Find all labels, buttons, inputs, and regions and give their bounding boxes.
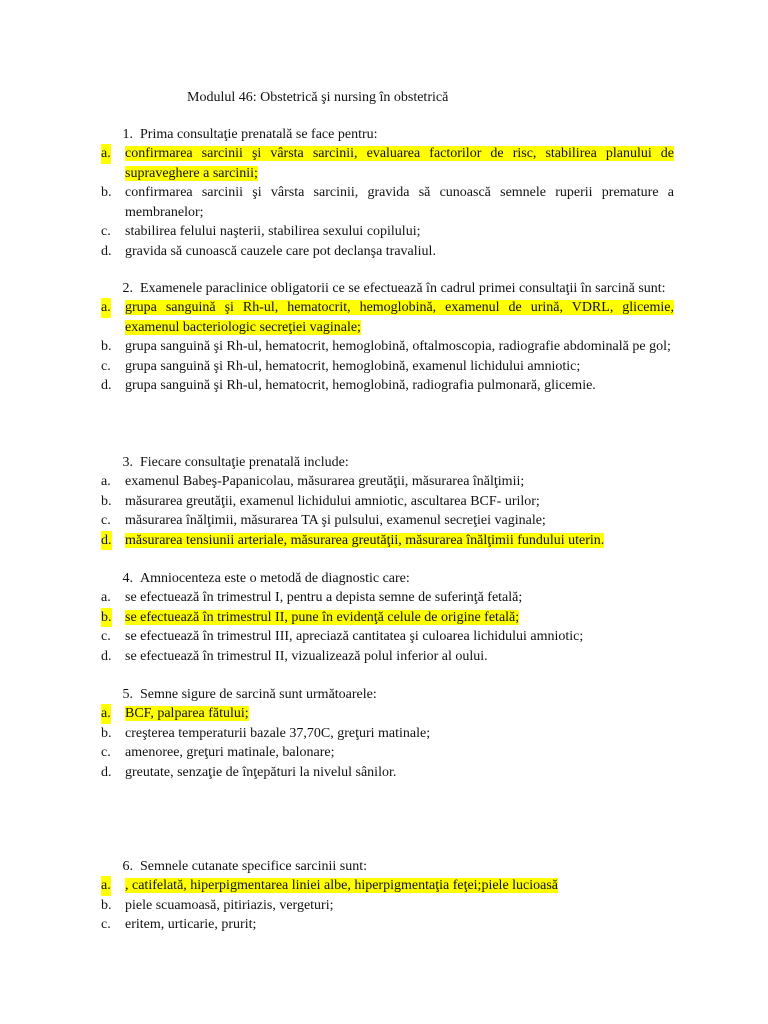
option-c [101,511,674,531]
option-letter: b. [101,185,112,200]
question-5 [0,685,768,782]
option-list [0,588,768,666]
option-letter: c. [101,917,111,932]
option-a [101,472,674,492]
option-text: greutate, senzaţie de înţepături la nivelul sânilor. [125,764,397,780]
option-text: se efectuează în trimestrul III, apreciază cantitatea şi culoarea lichidului amniotic; [125,629,584,644]
option-letter: c. [101,358,111,374]
option-letter: d. [101,243,112,259]
question-number: 5. [122,687,133,702]
option-letter: b. [101,608,112,628]
option-list [0,144,768,261]
option-b [101,492,674,512]
question-stem [122,569,674,588]
option-d [101,376,674,396]
question-text: Prima consultaţie prenatală se face pentru: [140,127,378,142]
option-text: confirmarea sarcinii şi vârsta sarcinii, gravida să cunoască semnele ruperii premature a membranelor; [125,185,674,220]
option-text: se efectuează în trimestrul I, pentru a depista semne de suferinţă fetală; [125,590,523,605]
option-text: gravida să cunoască cauzele care pot declanşa travaliul. [125,243,436,259]
option-letter: c. [101,224,111,239]
option-c [101,222,674,242]
option-letter: b. [101,725,112,741]
question-text: Semne sigure de sarcină sunt următoarele: [140,687,377,702]
option-c [101,915,674,935]
option-text: stabilirea felului naşterii, stabilirea sexului copilului; [125,224,421,239]
question-stem [122,125,674,144]
option-c [101,743,674,763]
option-letter: d. [101,648,112,664]
option-a [101,704,674,724]
option-letter: a. [101,298,111,318]
option-text: se efectuează în trimestrul II, pune în evidenţă celule de origine fetală; [125,609,520,625]
option-b [101,896,674,916]
option-d [101,242,674,262]
option-c [101,357,674,377]
option-a [101,588,674,608]
option-text: măsurarea tensiunii arteriale, măsurarea greutăţii, măsurarea înălţimii fundului uterin. [125,532,605,548]
option-list [0,472,768,550]
option-letter: b. [101,493,112,509]
question-number: 4. [122,571,133,586]
question-stem [122,857,674,876]
question-number: 3. [122,455,133,470]
question-text: Semnele cutanate specifice sarcinii sunt: [140,859,368,874]
question-number: 6. [122,859,133,874]
option-letter: a. [101,590,111,605]
option-text: creşterea temperaturii bazale 37,70C, greţuri matinale; [125,725,431,741]
question-stem [122,279,674,298]
option-letter: a. [101,474,111,489]
option-d [101,763,674,783]
option-letter: d. [101,531,112,551]
question-text: Fiecare consultaţie prenatală include: [140,455,349,470]
option-text: piele scuamoasă, pitiriazis, vergeturi; [125,897,334,913]
option-text: amenoree, greţuri matinale, balonare; [125,745,335,760]
document-title: Modulul 46: Obstetrică şi nursing în obstetrică [187,90,449,105]
option-letter: b. [101,339,112,354]
question-2 [0,279,768,396]
option-text: examenul Babeş-Papanicolau, măsurarea greutăţii, măsurarea înălţimii; [125,474,525,489]
option-letter: c. [101,629,111,644]
option-letter: c. [101,513,111,528]
option-letter: a. [101,876,111,896]
option-b [101,724,674,744]
option-text: măsurarea înălţimii, măsurarea TA şi pulsului, examenul secreţiei vaginale; [125,513,546,528]
option-letter: a. [101,704,111,724]
question-number: 2. [122,281,133,296]
option-text: eritem, urticarie, prurit; [125,917,257,932]
option-d [101,647,674,667]
option-b [101,337,674,357]
option-a [101,298,674,337]
option-letter: d. [101,764,112,780]
question-6 [0,857,768,935]
option-b [101,183,674,222]
option-text: grupa sanguină şi Rh-ul, hematocrit, hemoglobină, examenul de urină, VDRL, glicemie, examenul bacteriologic secreţiei vaginale; [125,300,674,335]
question-4 [0,569,768,666]
question-stem [122,453,674,472]
question-text: Amniocenteza este o metodă de diagnostic care: [140,571,410,586]
option-text: , catifelată, hiperpigmentarea liniei albe, hiperpigmentaţia feţei;piele lucioasă [125,878,559,893]
question-number: 1. [122,127,133,142]
option-text: se efectuează în trimestrul II, vizualizează polul inferior al oului. [125,648,488,664]
question-1 [0,125,768,261]
option-text: măsurarea greutăţii, examenul lichidului amniotic, ascultarea BCF- urilor; [125,493,540,509]
option-list [0,704,768,782]
option-text: confirmarea sarcinii şi vârsta sarcinii, evaluarea factorilor de risc, stabilirea planului de supraveghere a sarcinii; [125,146,674,181]
option-a [101,876,674,896]
option-c [101,627,674,647]
option-text: grupa sanguină şi Rh-ul, hematocrit, hemoglobină, oftalmoscopia, radiografie abdominală pe gol; [125,339,671,354]
option-letter: d. [101,378,112,393]
question-3 [0,453,768,550]
option-list [0,298,768,396]
option-text: grupa sanguină şi Rh-ul, hematocrit, hemoglobină, radiografia pulmonară, glicemie. [125,378,596,393]
option-list [0,876,768,935]
question-stem [122,685,674,704]
option-b [101,608,674,628]
option-d [101,531,674,551]
option-letter: c. [101,745,111,760]
option-letter: a. [101,144,111,164]
option-letter: b. [101,897,112,913]
option-text: BCF, palparea fătului; [125,706,249,721]
option-a [101,144,674,183]
question-text: Examenele paraclinice obligatorii ce se efectuează în cadrul primei consultaţii în sarcină sunt: [140,281,666,296]
option-text: grupa sanguină şi Rh-ul, hematocrit, hemoglobină, examenul lichidului amniotic; [125,358,581,374]
